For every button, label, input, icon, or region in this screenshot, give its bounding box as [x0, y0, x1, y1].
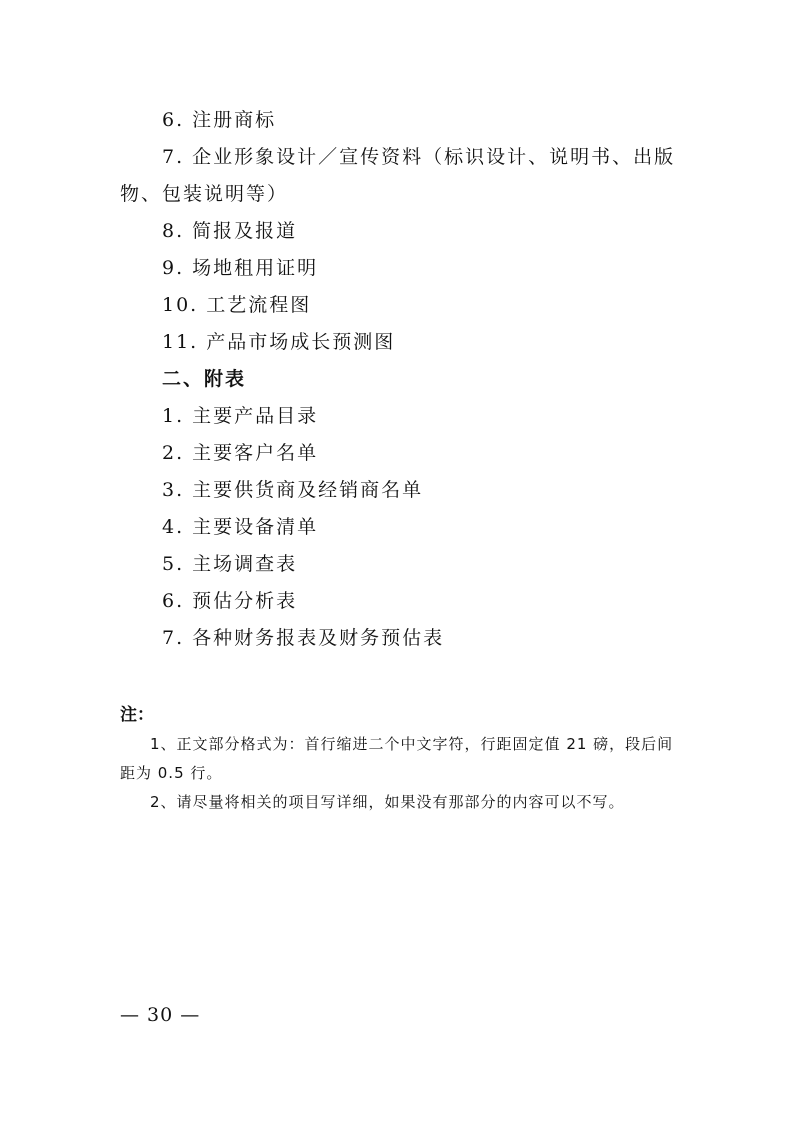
list-item: 9. 场地租用证明: [162, 257, 319, 279]
list-item: 6. 预估分析表: [162, 590, 298, 612]
list-item: 10. 工艺流程图: [162, 294, 312, 316]
note-paragraph: 1、正文部分格式为：首行缩进二个中文字符，行距固定值 21 磅，段后间距为 0.5 行。: [120, 735, 674, 782]
list-item: 5. 主场调查表: [162, 553, 298, 575]
section-heading: 二、附表: [162, 368, 247, 390]
list-item: 3. 主要供货商及经销商名单: [162, 479, 424, 501]
notes-title: 注：: [120, 705, 154, 725]
list-item: 7. 企业形象设计／宣传资料（标识设计、说明书、出版物、包装说明等）: [120, 146, 676, 205]
notes-section: [120, 700, 680, 817]
attachment-list: [120, 102, 680, 657]
list-item: 1. 主要产品目录: [162, 405, 319, 427]
list-item: 6. 注册商标: [162, 109, 277, 131]
list-item: 7. 各种财务报表及财务预估表: [162, 627, 445, 649]
page-number: — 30 —: [120, 1004, 201, 1026]
note-paragraph: 2、请尽量将相关的项目写详细，如果没有那部分的内容可以不写。: [150, 793, 625, 811]
list-item: 2. 主要客户名单: [162, 442, 319, 464]
list-item: 8. 简报及报道: [162, 220, 298, 242]
list-item: 11. 产品市场成长预测图: [162, 331, 396, 353]
list-item: 4. 主要设备清单: [162, 516, 319, 538]
